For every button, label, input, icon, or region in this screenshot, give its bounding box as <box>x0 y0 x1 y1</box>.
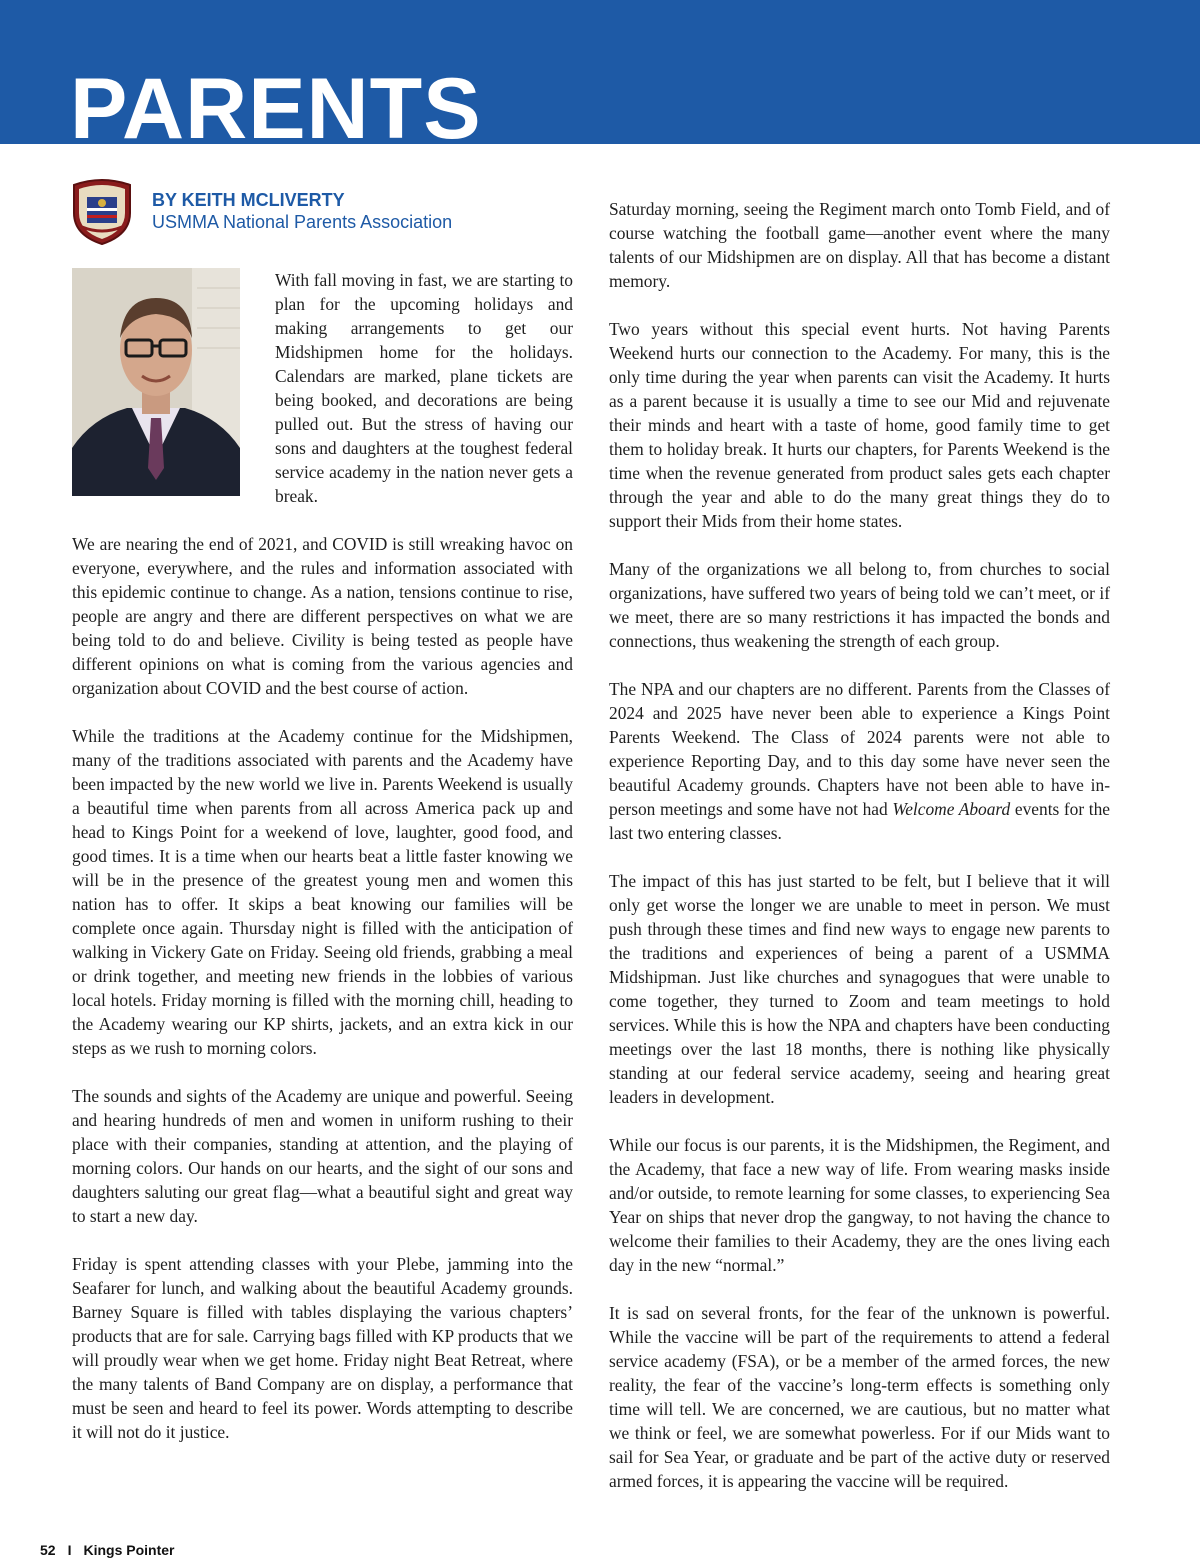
page-number: 52 <box>40 1542 56 1558</box>
page-footer <box>40 1542 174 1558</box>
event-name: Welcome Aboard <box>892 799 1011 819</box>
paragraph: While our focus is our parents, it is the Midshipmen, the Regiment, and the Academy, that face a new way of life. From wearing masks inside and/or outside, to remote learning for some classes, to experiencing Sea Year on ships that never drop the gangway, to not having the chance to welcome their families to their Academy, they are the ones living each day in the new “normal.” <box>609 1135 1110 1275</box>
header-banner <box>0 0 1200 144</box>
footer-separator: I <box>67 1542 72 1558</box>
section-title: PARENTS <box>70 61 482 144</box>
author-organization: USMMA National Parents Association <box>152 212 453 232</box>
paragraph: The impact of this has just started to be felt, but I believe that it will only get worse the longer we are unable to meet in person. We must push through these times and find new ways to engage new parents to the traditions and experiences of being a parent of a USMMA Midshipman. Just like churches and synagogues that were unable to come together, they turned to Zoom and team meetings to hold services. While this is how the NPA and chapters have been conducting meetings over the last 18 months, there is nothing like physically standing at our federal service academy, seeing and hearing great leaders in development. <box>609 871 1110 1107</box>
right-column <box>609 197 1110 1517</box>
author-photo <box>72 268 240 496</box>
publication-name: Kings Pointer <box>83 1542 175 1558</box>
paragraph: The sounds and sights of the Academy are unique and powerful. Seeing and hearing hundreds of men and women in uniform rushing to their place with their companies, standing at attention, and the playing of morning colors. Our hands on our hearts, and the sight of our sons and daughters saluting our great flag—what a beautiful sight and great way to start a new day. <box>72 1086 573 1226</box>
paragraph: Two years without this special event hurts. Not having Parents Weekend hurts our connection to the Academy. For many, this is the only time during the year when parents can visit the Academy. It hurts as a parent because it is usually a time to see our Mid and rejuvenate their minds and heart with a taste of home, good family time to get them to holiday break. It hurts our chapters, for Parents Weekend is the time when the revenue generated from product sales gets each chapter through the year and able to do the many great things they do to support their Mids from their home states. <box>609 319 1110 531</box>
paragraph-text: events for the last two entering classes. <box>609 799 1111 843</box>
usmma-parents-association-seal-icon <box>70 175 134 245</box>
paragraph <box>609 677 1110 845</box>
paragraph: While the traditions at the Academy continue for the Midshipmen, many of the traditions associated with parents and the Academy have been impacted by the new world we live in. Parents Weekend is usually a beautiful time when parents from all across America pack up and head to Kings Point for a weekend of love, laughter, good food, and good times. It is a time when our hearts beat a little faster knowing we will be in the presence of the greatest young men and women this nation has to offer. It skips a beat knowing our families will be complete once again. Thursday night is filled with the anticipation of walking in Vickery Gate on Friday. Seeing old friends, grabbing a meal or drink together, and meeting new friends in the lobbies of various local hotels. Friday morning is filled with the morning chill, heading to the Academy wearing our KP shirts, jackets, and an extra kick in our steps as we rush to morning colors. <box>72 726 573 1058</box>
paragraph: We are nearing the end of 2021, and COVID is still wreaking havoc on everyone, everywhere, and the rules and information associated with this epidemic continue to change. As a nation, tensions continue to rise, people are angry and there are different perspectives on what we are being told to do and believe. Civility is being tested as people have different opinions on what is coming from the various agencies and organization about COVID and the best course of action. <box>72 534 573 698</box>
intro-paragraph: With fall moving in fast, we are starting to plan for the upcoming holidays and making arrangements to get our Midshipmen home for the holidays. Calendars are marked, plane tickets are being booked, and decorations are being pulled out. But the stress of having our sons and daughters at the toughest federal service academy in the nation never gets a break. <box>275 270 573 506</box>
byline <box>152 189 452 233</box>
paragraph: Saturday morning, seeing the Regiment march onto Tomb Field, and of course watching the football game—another event where the many talents of our Midshipmen are on display. All that has become a distant memory. <box>609 199 1110 291</box>
paragraph: Many of the organizations we all belong to, from churches to social organizations, have suffered two years of being told we can’t meet, or if we meet, there are so many restrictions it has impacted the bonds and connections, thus weakening the strength of each group. <box>609 559 1110 651</box>
paragraph: Friday is spent attending classes with your Plebe, jamming into the Seafarer for lunch, and walking about the beautiful Academy grounds. Barney Square is filled with tables displaying the various chapters’ products that are for sale. Carrying bags filled with KP products that we will proudly wear when we get home. Friday night Beat Retreat, where the many talents of Band Company are on display, a performance that must be seen and heard to feel its power. Words attempting to describe it will not do it justice. <box>72 1254 573 1442</box>
author-name: BY KEITH MCLIVERTY <box>152 190 345 210</box>
paragraph-text: The NPA and our chapters are no different. Parents from the Classes of 2024 and 2025 have never been able to experience a Kings Point Parents Weekend. The Class of 2024 parents were not able to experience Reporting Day, and to this day some have never seen the beautiful Academy grounds. Chapters have not been able to have in-person meetings and some have not had <box>609 679 1110 819</box>
left-column <box>72 532 573 1468</box>
paragraph: It is sad on several fronts, for the fear of the unknown is powerful. While the vaccine will be part of the requirements to attend a federal service academy (FSA), or be a member of the armed forces, the new reality, the fear of the vaccine’s long-term effects is something only time will tell. We are concerned, we are cautious, but no matter what we think or feel, we are somewhat powerless. For if our Mids want to sail for Sea Year, or graduate and be part of the active duty or reserved armed forces, it is appearing the vaccine will be required. <box>609 1303 1110 1491</box>
